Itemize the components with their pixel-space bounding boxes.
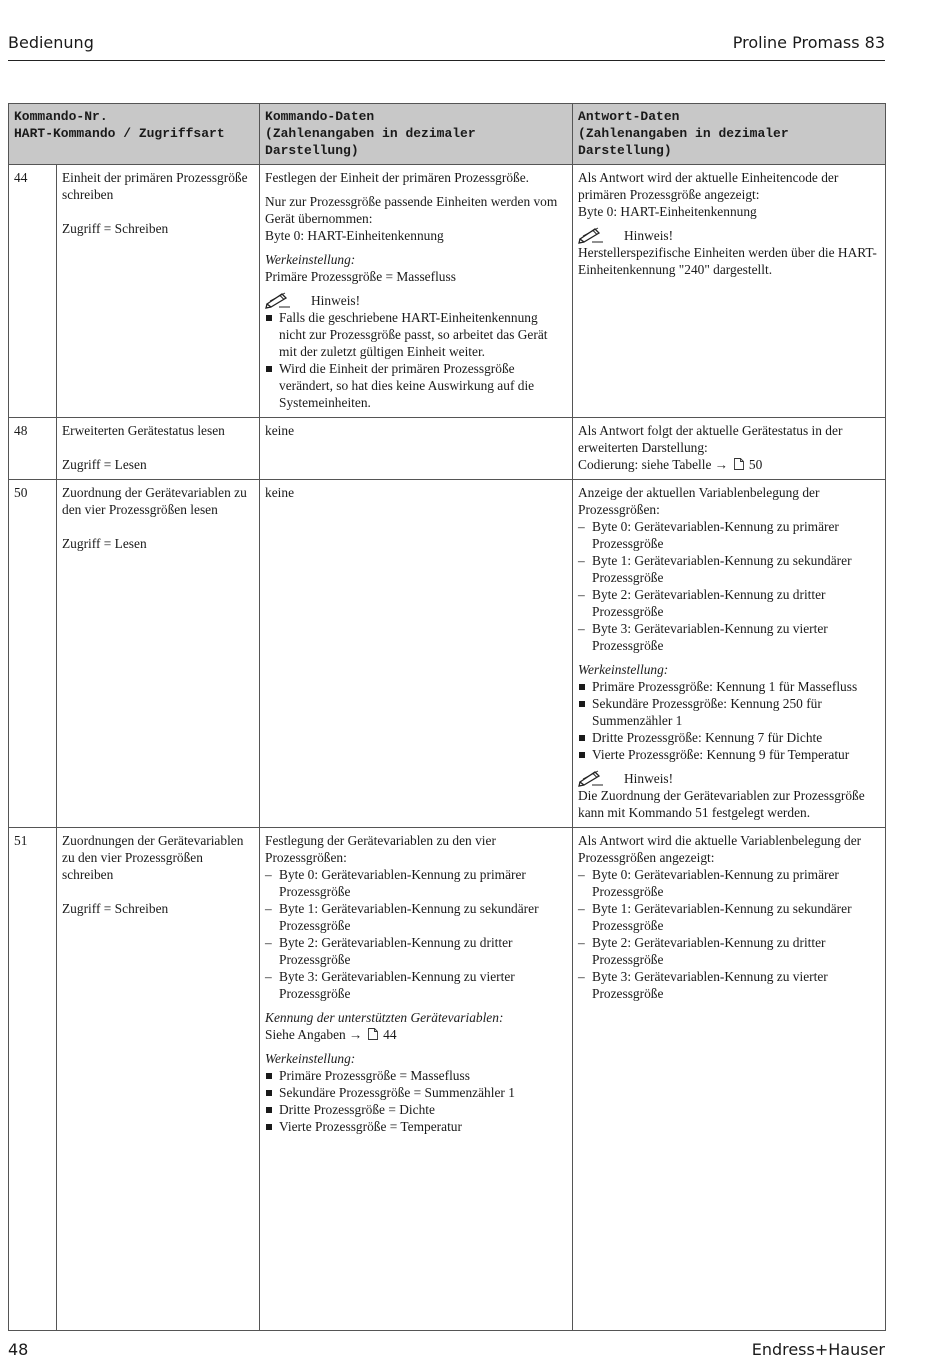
page-header: [8, 30, 885, 61]
command-data: keine: [260, 418, 573, 480]
command-number: 48: [9, 418, 57, 480]
list-item: – Byte 3: Gerätevariablen-Kennung zu vierter Prozessgröße: [578, 620, 880, 654]
list-item: Wird die Einheit der primären Prozessgröße verändert, so hat dies keine Auswirkung auf die Systemeinheiten.: [265, 360, 567, 411]
list-item: Sekundäre Prozessgröße: Kennung 250 für Summenzähler 1: [578, 695, 880, 729]
note: Hinweis!: [578, 769, 880, 787]
table-row: [9, 828, 886, 1331]
command-number: 50: [9, 480, 57, 828]
response-data: Als Antwort wird die aktuelle Variablenbelegung der Prozessgrößen angezeigt: – Byte 0: Gerätevariablen-Kennung zu primärer Prozessgröße – Byte 1: Gerätevariablen-Kennung zu sekundärer Prozessgröße – Byte 2: Gerätevariablen-Kennung zu dritter Prozessgröße – Byte 3: Gerätevariablen-Kennung zu vierter Prozessgröße: [573, 828, 886, 1331]
page-number: 48: [8, 1340, 29, 1359]
command-description: Zuordnungen der Gerätevariablen zu den vier Prozessgrößen schreiben Zugriff = Schreiben: [57, 828, 260, 1331]
command-data: keine: [260, 480, 573, 828]
note-list: [265, 309, 567, 411]
command-description: Zuordnung der Gerätevariablen zu den vier Prozessgrößen lesen Zugriff = Lesen: [57, 480, 260, 828]
default-list: [578, 678, 880, 763]
brand-name: Endress+Hauser: [751, 1340, 885, 1359]
pencil-note-icon: [578, 769, 604, 787]
list-item: – Byte 0: Gerätevariablen-Kennung zu primärer Prozessgröße: [578, 518, 880, 552]
command-description: Erweiterten Gerätestatus lesen Zugriff = Lesen: [57, 418, 260, 480]
command-data: Festlegung der Gerätevariablen zu den vier Prozessgrößen: – Byte 0: Gerätevariablen-Kennung zu primärer Prozessgröße – Byte 1: Gerätevariablen-Kennung zu sekundärer Prozessgröße – Byte 2: Gerätevariablen-Kennung zu dritter Prozessgröße – Byte 3: Gerätevariablen-Kennung zu vierter Prozessgröße Kennung der unterstützten Gerätevariablen: Siehe Angaben → 44 Werkeinstellung: Primäre Prozessgröße = Massefluss Sekundäre Prozessgröße = Summenzähler 1 Dritte Prozessgröße = Dichte Vierte Prozessgröße = Temperatur: [260, 828, 573, 1331]
command-description: Einheit der primären Prozessgröße schreiben Zugriff = Schreiben: [57, 165, 260, 418]
note: Hinweis!: [265, 291, 567, 309]
header-response-data: Antwort-Daten (Zahlenangaben in dezimaler Darstellung): [573, 104, 886, 165]
byte-list: [578, 866, 880, 1002]
access-type: Zugriff = Lesen: [62, 536, 147, 551]
access-type: Zugriff = Schreiben: [62, 221, 169, 236]
page-reference-icon: [368, 1028, 378, 1040]
list-item: Sekundäre Prozessgröße = Summenzähler 1: [265, 1084, 567, 1101]
table-header-row: [9, 104, 886, 165]
list-item: – Byte 2: Gerätevariablen-Kennung zu dritter Prozessgröße: [265, 934, 567, 968]
list-item: – Byte 3: Gerätevariablen-Kennung zu vierter Prozessgröße: [265, 968, 567, 1002]
list-item: Primäre Prozessgröße = Massefluss: [265, 1067, 567, 1084]
byte-list: [265, 866, 567, 1002]
product-name: Proline Promass 83: [732, 33, 885, 52]
list-item: – Byte 0: Gerätevariablen-Kennung zu primärer Prozessgröße: [265, 866, 567, 900]
command-number: 44: [9, 165, 57, 418]
pencil-note-icon: [265, 291, 291, 309]
list-item: Dritte Prozessgröße: Kennung 7 für Dichte: [578, 729, 880, 746]
list-item: – Byte 1: Gerätevariablen-Kennung zu sekundärer Prozessgröße: [265, 900, 567, 934]
header-command-data: Kommando-Daten (Zahlenangaben in dezimaler Darstellung): [260, 104, 573, 165]
hart-command-table: [8, 103, 886, 1331]
command-data: Festlegen der Einheit der primären Prozessgröße. Nur zur Prozessgröße passende Einheiten werden vom Gerät übernommen: Byte 0: HART-Einheitenkennung Werkeinstellung: Primäre Prozessgröße = Massefluss Hinweis! Falls die geschriebene HART-Einheitenkennung nicht zur Prozessgröße passt, so arbeitet das Gerät mit der zuletzt gültigen Einheit weiter. Wird die Einheit der primären Prozessgröße verändert, so hat dies keine Auswirkung auf die Systemeinheiten.: [260, 165, 573, 418]
access-type: Zugriff = Lesen: [62, 457, 147, 472]
list-item: Vierte Prozessgröße: Kennung 9 für Temperatur: [578, 746, 880, 763]
section-title: Bedienung: [8, 33, 94, 52]
list-item: – Byte 3: Gerätevariablen-Kennung zu vierter Prozessgröße: [578, 968, 880, 1002]
table-row: [9, 480, 886, 828]
list-item: Primäre Prozessgröße: Kennung 1 für Massefluss: [578, 678, 880, 695]
note: Hinweis!: [578, 226, 880, 244]
default-list: [265, 1067, 567, 1135]
pencil-note-icon: [578, 226, 604, 244]
header-command: Kommando-Nr. HART-Kommando / Zugriffsart: [9, 104, 260, 165]
access-type: Zugriff = Schreiben: [62, 901, 169, 916]
table-row: [9, 418, 886, 480]
response-data: Als Antwort folgt der aktuelle Gerätestatus in der erweiterten Darstellung: Codierung: siehe Tabelle → 50: [573, 418, 886, 480]
list-item: Falls die geschriebene HART-Einheitenkennung nicht zur Prozessgröße passt, so arbeitet das Gerät mit der zuletzt gültigen Einheit weiter.: [265, 309, 567, 360]
response-data: Als Antwort wird der aktuelle Einheitencode der primären Prozessgröße angezeigt: Byte 0: HART-Einheitenkennung Hinweis! Herstellerspezifische Einheiten werden über die HART-Einheitenkennung "240" dargestellt.: [573, 165, 886, 418]
list-item: Dritte Prozessgröße = Dichte: [265, 1101, 567, 1118]
list-item: Vierte Prozessgröße = Temperatur: [265, 1118, 567, 1135]
list-item: – Byte 1: Gerätevariablen-Kennung zu sekundärer Prozessgröße: [578, 552, 880, 586]
page-reference-icon: [734, 458, 744, 470]
table-row: [9, 165, 886, 418]
list-item: – Byte 1: Gerätevariablen-Kennung zu sekundärer Prozessgröße: [578, 900, 880, 934]
list-item: – Byte 2: Gerätevariablen-Kennung zu dritter Prozessgröße: [578, 934, 880, 968]
response-data: Anzeige der aktuellen Variablenbelegung der Prozessgrößen: – Byte 0: Gerätevariablen-Kennung zu primärer Prozessgröße – Byte 1: Gerätevariablen-Kennung zu sekundärer Prozessgröße – Byte 2: Gerätevariablen-Kennung zu dritter Prozessgröße – Byte 3: Gerätevariablen-Kennung zu vierter Prozessgröße Werkeinstellung: Primäre Prozessgröße: Kennung 1 für Massefluss Sekundäre Prozessgröße: Kennung 250 für Summenzähler 1 Dritte Prozessgröße: Kennung 7 für Dichte Vierte Prozessgröße: Kennung 9 für Temperatur Hinweis! Die Zuordnung der Gerätevariablen zur Prozessgröße kann mit Kommando 51 festgelegt werden.: [573, 480, 886, 828]
command-number: 51: [9, 828, 57, 1331]
list-item: – Byte 2: Gerätevariablen-Kennung zu dritter Prozessgröße: [578, 586, 880, 620]
list-item: – Byte 0: Gerätevariablen-Kennung zu primärer Prozessgröße: [578, 866, 880, 900]
byte-list: [578, 518, 880, 654]
